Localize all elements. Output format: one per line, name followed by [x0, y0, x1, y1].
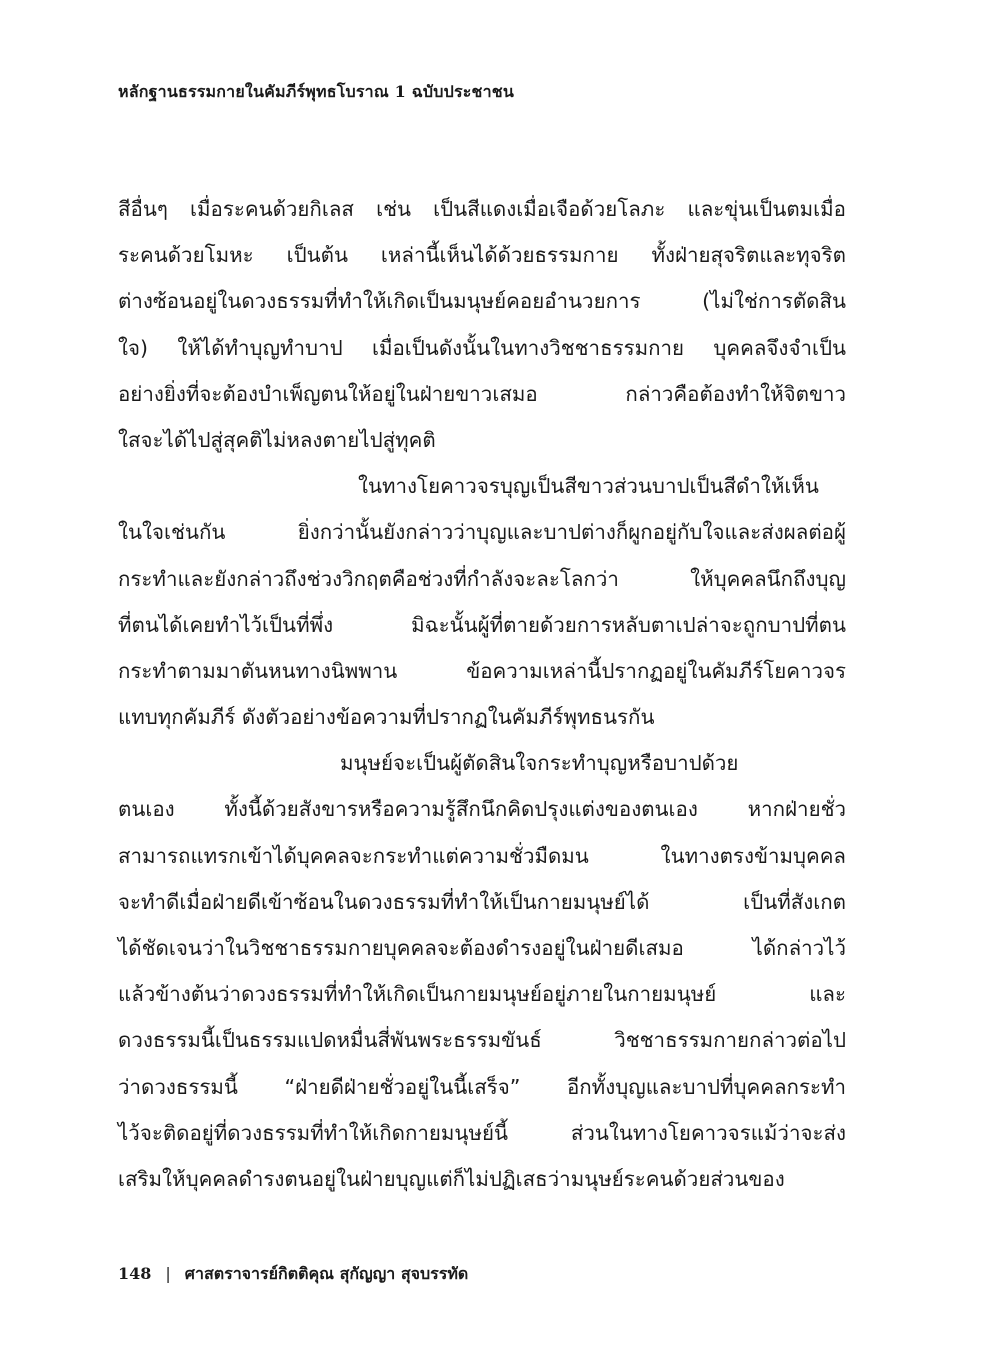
- text-line: ในทางโยคาวจรบุญเป็นสีขาวส่วนบาปเป็นสีดำให้เห็น: [358, 474, 819, 499]
- text-line: ตนเอง ทั้งนี้ด้วยสังขารหรือความรู้สึกนึกคิดปรุงแต่งของตนเอง หากฝ่ายชั่ว: [118, 797, 846, 822]
- running-header: หลักฐานธรรมกายในคัมภีร์พุทธโบราณ 1 ฉบับประชาชน: [118, 82, 514, 101]
- text-line: แทบทุกคัมภีร์ ดังตัวอย่างข้อความที่ปรากฏในคัมภีร์พุทธนรกัน: [118, 705, 655, 730]
- text-line: ในใจเช่นกัน ยิ่งกว่านั้นยังกล่าวว่าบุญและบาปต่างก็ผูกอยู่กับใจและส่งผลต่อผู้: [118, 520, 846, 545]
- footer-separator: |: [165, 1264, 171, 1283]
- text-line: ดวงธรรมนี้เป็นธรรมแปดหมื่นสี่พันพระธรรมขันธ์ วิชชาธรรมกายกล่าวต่อไป: [118, 1028, 846, 1053]
- text-line: ไว้จะติดอยู่ที่ดวงธรรมที่ทำให้เกิดกายมนุษย์นี้ ส่วนในทางโยคาวจรแม้ว่าจะส่ง: [118, 1120, 846, 1145]
- text-line: ระคนด้วยโมหะ เป็นต้น เหล่านี้เห็นได้ด้วยธรรมกาย ทั้งฝ่ายสุจริตและทุจริต: [118, 243, 846, 268]
- text-line: สีอื่นๆ เมื่อระคนด้วยกิเลส เช่น เป็นสีแดงเมื่อเจือด้วยโลภะ และขุ่นเป็นตมเมื่อ: [118, 197, 846, 221]
- text-line: มนุษย์จะเป็นผู้ตัดสินใจกระทำบุญหรือบาปด้วย: [340, 751, 739, 776]
- text-line: ต่างซ้อนอยู่ในดวงธรรมที่ทำให้เกิดเป็นมนุษย์คอยอำนวยการ (ไม่ใช่การตัดสิน: [118, 289, 846, 314]
- text-line: จะทำดีเมื่อฝ่ายดีเข้าซ้อนในดวงธรรมที่ทำให้เป็นกายมนุษย์ได้ เป็นที่สังเกต: [118, 889, 846, 914]
- text-line: อย่างยิ่งที่จะต้องบำเพ็ญตนให้อยู่ในฝ่ายขาวเสมอ กล่าวคือต้องทำให้จิตขาว: [118, 381, 846, 406]
- text-line: สามารถแทรกเข้าได้บุคคลจะกระทำแต่ความชั่วมืดมน ในทางตรงข้ามบุคคล: [118, 843, 846, 868]
- text-line: ได้ชัดเจนว่าในวิชชาธรรมกายบุคคลจะต้องดำรงอยู่ในฝ่ายดีเสมอ ได้กล่าวไว้: [118, 936, 846, 960]
- body-text: [118, 186, 846, 1202]
- text-line: ว่าดวงธรรมนี้ “ฝ่ายดีฝ่ายชั่วอยู่ในนี้เสร็จ” อีกทั้งบุญและบาปที่บุคคลกระทำ: [118, 1074, 846, 1099]
- text-line: กระทำและยังกล่าวถึงช่วงวิกฤตคือช่วงที่กำลังจะละโลกว่า ให้บุคคลนึกถึงบุญ: [118, 566, 846, 591]
- text-line: ใสจะได้ไปสู่สุคติไม่หลงตายไปสู่ทุคติ: [118, 427, 436, 452]
- page-footer: [118, 1262, 468, 1287]
- text-line: ที่ตนได้เคยทำไว้เป็นที่พึ่ง มิฉะนั้นผู้ที่ตายด้วยการหลับตาเปล่าจะถูกบาปที่ตน: [118, 612, 846, 637]
- text-line: เสริมให้บุคคลดำรงตนอยู่ในฝ่ายบุญแต่ก็ไม่ปฏิเสธว่ามนุษย์ระคนด้วยส่วนของ: [118, 1166, 785, 1191]
- text-line: แล้วข้างต้นว่าดวงธรรมที่ทำให้เกิดเป็นกายมนุษย์อยู่ภายในกายมนุษย์ และ: [118, 982, 846, 1007]
- footer-author: ศาสตราจารย์กิตติคุณ สุกัญญา สุจบรรทัด: [184, 1264, 469, 1283]
- text-line: ใจ) ให้ได้ทำบุญทำบาป เมื่อเป็นดังนั้นในทางวิชชาธรรมกาย บุคคลจึงจำเป็น: [118, 335, 846, 360]
- page-number: 148: [118, 1264, 152, 1283]
- text-line: กระทำตามมาตันหนทางนิพพาน ข้อความเหล่านี้ปรากฏอยู่ในคัมภีร์โยคาวจร: [118, 658, 846, 683]
